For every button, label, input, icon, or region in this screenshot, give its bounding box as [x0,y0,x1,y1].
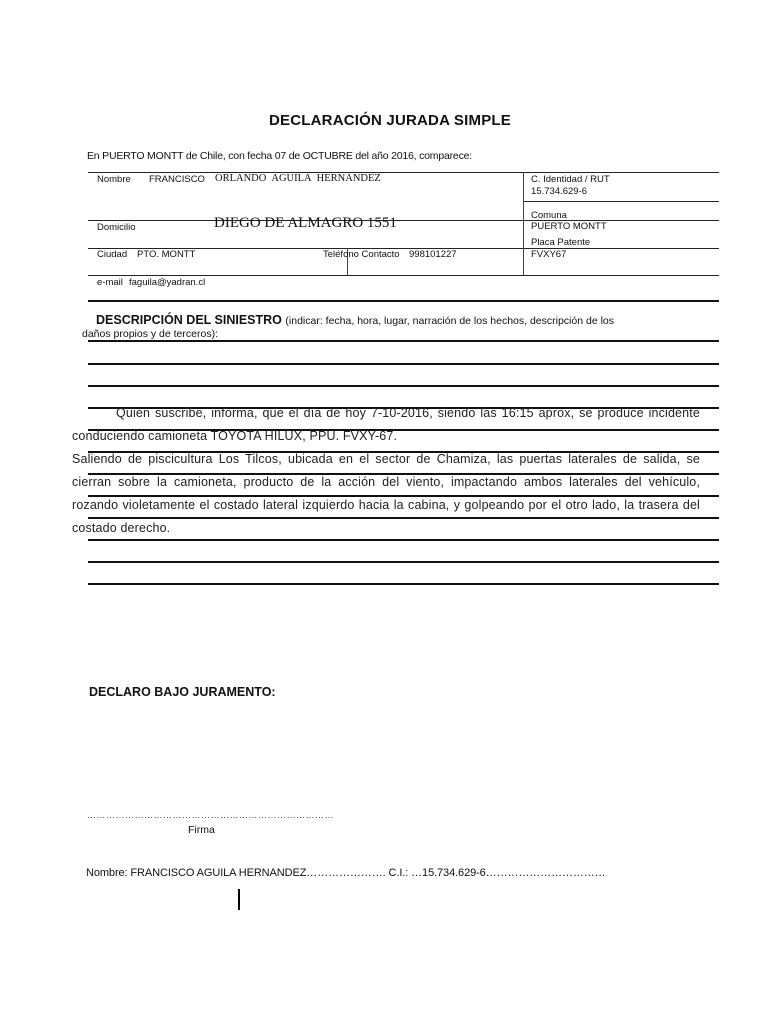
telefono-label: Teléfono Contacto [323,249,400,260]
email-label: e-mail [97,277,123,288]
siniestro-heading [96,313,614,327]
narrative-body [72,402,700,540]
nombre-label: Nombre [97,174,131,185]
firma-label: Firma [188,824,215,836]
signature-name-line: Nombre: FRANCISCO AGUILA HERNANDEZ…………………. C.I.: …15.734.629-6…………………………… [86,867,606,879]
form-line-2 [88,220,719,221]
section-rule-top [88,300,719,302]
email-value: faguila@yadran.cl [129,277,206,288]
writing-line [88,385,719,387]
form-line-comuna [524,201,719,202]
narrative-paragraph: Saliendo de piscicultura Los Tilcos, ubicada en el sector de Chamiza, las puertas laterales de salida, se cierran sobre la camioneta, producto de la acción del viento, impactando ambos laterales del vehículo, rozando violetamente el costado lateral izquierdo hacia la cabina, y golpeando por el otro lado, la trasera del costado derecho. [72,452,700,535]
domicilio-value: DIEGO DE ALMAGRO 1551 [214,215,397,231]
writing-line [88,561,719,563]
siniestro-note: (indicar: fecha, hora, lugar, narración de los hechos, descripción de los [285,315,615,327]
declaro-heading: DECLARO BAJO JURAMENTO: [89,685,276,699]
writing-line [88,340,719,342]
comuna-value: PUERTO MONTT [531,221,607,232]
rut-value: 15.734.629-6 [531,186,587,197]
writing-line [88,583,719,585]
writing-line [88,363,719,365]
placa-value: FVXY67 [531,249,567,260]
rut-label: C. Identidad / RUT [531,174,610,185]
siniestro-note-2: daños propios y de terceros): [82,328,218,340]
telefono-value: 998101227 [409,249,457,260]
comuna-label: Comuna [531,210,567,221]
signature-line: …………………………………………………………………… [87,810,334,820]
nombre-value-first: FRANCISCO [149,174,205,185]
form-line-4 [88,275,719,276]
form-line-top [88,172,719,173]
ciudad-label: Ciudad [97,249,128,260]
form-divider-right [523,172,524,275]
document-title: DECLARACIÓN JURADA SIMPLE [269,112,511,129]
domicilio-label: Domicilio [97,222,136,233]
intro-text: En PUERTO MONTT de Chile, con fecha 07 de OCTUBRE del año 2016, comparece: [87,150,472,162]
nombre-value-rest: ORLANDO AGUILA HERNANDEZ [215,173,381,184]
placa-label: Placa Patente [531,237,591,248]
siniestro-title: DESCRIPCIÓN DEL SINIESTRO [96,313,282,327]
ciudad-value: PTO. MONTT [137,249,196,260]
text-cursor [238,889,240,910]
narrative-paragraph: Quien suscribe, informa, que el día de hoy 7-10-2016, siendo las 16:15 aprox, se produce incidente conduciendo camioneta TOYOTA HILUX, PPU. FVXY-67. [72,406,700,443]
